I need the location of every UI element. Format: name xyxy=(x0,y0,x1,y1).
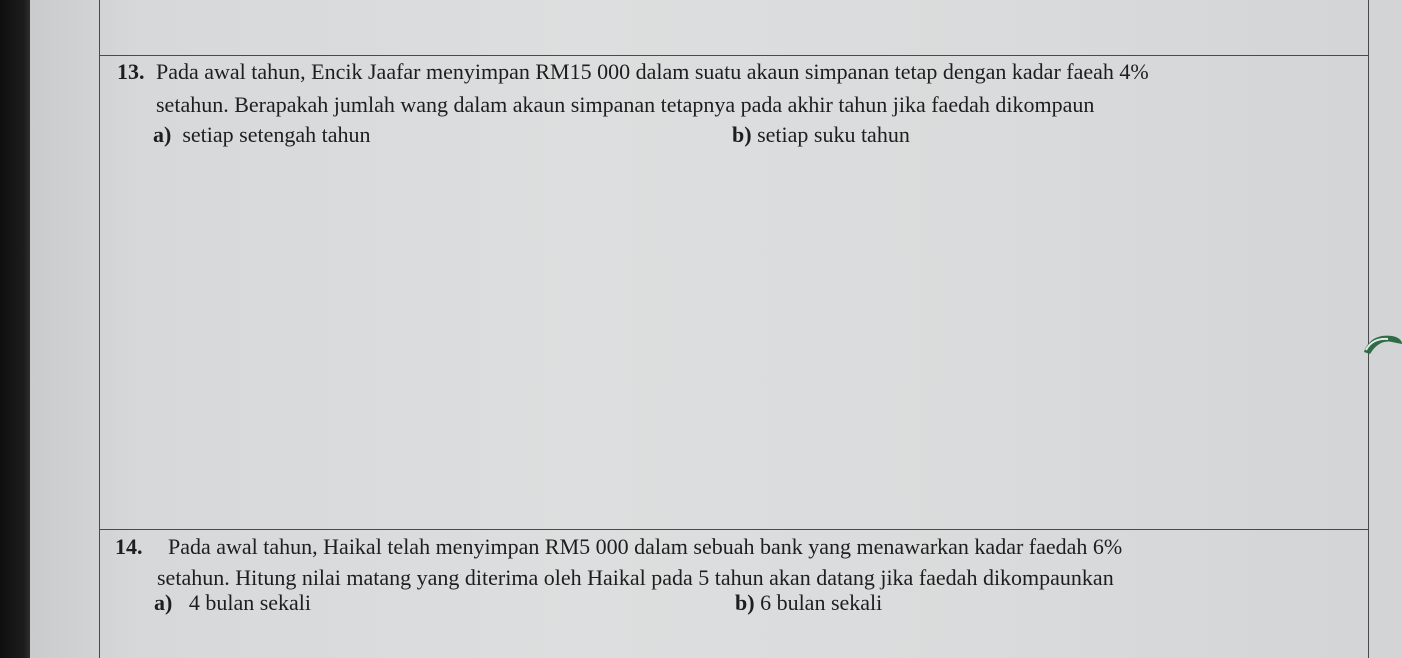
option-letter: b) xyxy=(735,590,755,615)
option-text: 4 bulan sekali xyxy=(188,590,312,615)
option-text: setiap setengah tahun xyxy=(182,122,371,147)
option-letter: a) xyxy=(154,590,173,615)
question-text-line-2: setahun. Hitung nilai matang yang diterima oleh Haikal pada 5 tahun akan datang jika faedah dikompaunkan xyxy=(157,565,1114,590)
table-rule-top xyxy=(100,55,1368,56)
option-a xyxy=(153,120,371,150)
option-a xyxy=(154,588,311,618)
option-b xyxy=(732,120,910,150)
option-b xyxy=(735,588,882,618)
question-table xyxy=(99,0,1369,658)
option-letter: b) xyxy=(732,122,752,147)
question-text-line-1: Pada awal tahun, Encik Jaafar menyimpan RM15 000 dalam suatu akaun simpanan tetap dengan kadar faeah 4% xyxy=(156,59,1149,84)
option-text: 6 bulan sekali xyxy=(760,590,883,615)
desk-background xyxy=(0,0,34,658)
table-rule-middle xyxy=(100,529,1368,530)
option-letter: a) xyxy=(153,122,172,147)
question-number: 13. xyxy=(117,59,145,84)
worksheet-paper xyxy=(30,0,1402,658)
question-text-line-1: Pada awal tahun, Haikal telah menyimpan RM5 000 dalam sebuah bank yang menawarkan kadar faedah 6% xyxy=(168,534,1123,559)
question-number: 14. xyxy=(115,534,143,559)
option-text: setiap suku tahun xyxy=(757,122,910,147)
question-text-line-2: setahun. Berapakah jumlah wang dalam akaun simpanan tetapnya pada akhir tahun jika faedah dikompaun xyxy=(156,92,1095,117)
green-marker-mark xyxy=(1362,330,1402,356)
